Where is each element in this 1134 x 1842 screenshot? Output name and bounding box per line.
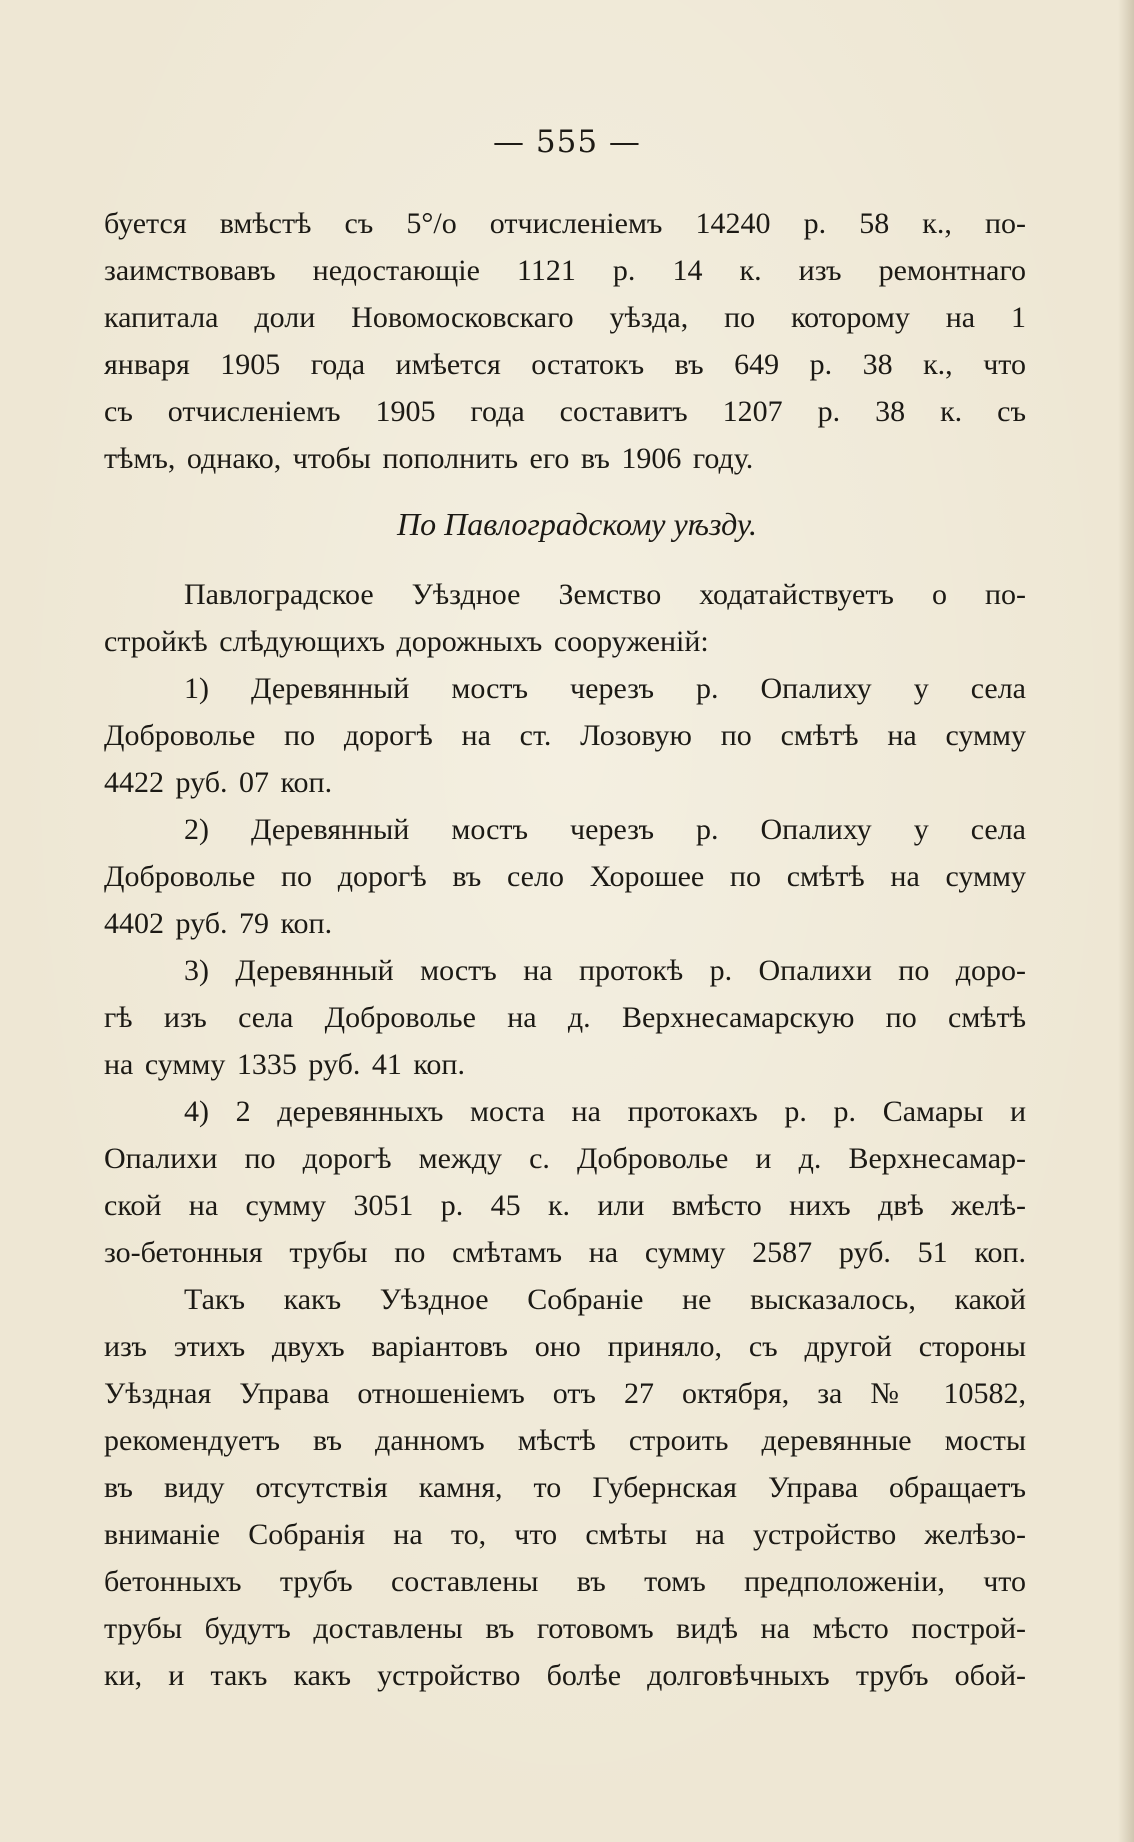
text-line: въ виду отсутствія камня, то Губернская Управа обращаетъ — [104, 1471, 1026, 1504]
text-line: буется вмѣстѣ съ 5°/о отчисленіемъ 14240 р. 58 к., по- — [104, 207, 1026, 240]
text-line: Доброволье по дорогѣ въ село Хорошее по смѣтѣ на сумму — [104, 860, 1026, 893]
text-line: 4402 руб. 79 коп. — [104, 907, 333, 940]
paragraph-start: Такъ какъ Уѣздное Собраніе не высказалось, какой — [184, 1283, 1026, 1316]
text-line: ской на сумму 3051 р. 45 к. или вмѣсто нихъ двѣ желѣ- — [104, 1189, 1026, 1222]
list-item-2: 2) Деревянный мостъ черезъ р. Опалиху у села — [184, 813, 1026, 846]
text-line: ки, и такъ какъ устройство болѣе долговѣчныхъ трубъ обой- — [104, 1659, 1026, 1692]
text-line: января 1905 года имѣется остатокъ въ 649 р. 38 к., что — [104, 348, 1026, 381]
list-item-1: 1) Деревянный мостъ черезъ р. Опалиху у села — [184, 672, 1026, 705]
text-line: бетонныхъ трубъ составлены въ томъ предположеніи, что — [104, 1565, 1026, 1598]
text-line: стройкѣ слѣдующихъ дорожныхъ сооруженій: — [104, 625, 709, 658]
text-line: трубы будутъ доставлены въ готовомъ видѣ на мѣсто построй- — [104, 1612, 1026, 1645]
paragraph-continuation — [104, 200, 1026, 482]
text-line: заимствовавъ недостающіе 1121 р. 14 к. изъ ремонтнаго — [104, 254, 1026, 287]
section-body — [104, 571, 1026, 1699]
text-line: съ отчисленіемъ 1905 года составитъ 1207 р. 38 к. съ — [104, 395, 1026, 428]
text-line: гѣ изъ села Доброволье на д. Верхнесамарскую по смѣтѣ — [104, 1001, 1026, 1034]
list-item-4: 4) 2 деревянныхъ моста на протокахъ р. р. Самары и — [184, 1095, 1026, 1128]
text-line: зо-бетонныя трубы по смѣтамъ на сумму 2587 руб. 51 коп. — [104, 1236, 1026, 1269]
page-number: — 555 — — [493, 124, 641, 160]
text-line: рекомендуетъ въ данномъ мѣстѣ строить деревянные мосты — [104, 1424, 1026, 1457]
text-line: Доброволье по дорогѣ на ст. Лозовую по смѣтѣ на сумму — [104, 719, 1026, 752]
list-item-3: 3) Деревянный мостъ на протокѣ р. Опалихи по доро- — [184, 954, 1026, 987]
text-line: Павлоградское Уѣздное Земство ходатайствуетъ о по- — [184, 578, 1026, 611]
text-line: Опалихи по дорогѣ между с. Доброволье и д. Верхнесамар- — [104, 1142, 1026, 1175]
text-line: Уѣздная Управа отношеніемъ отъ 27 октября, за № 10582, — [104, 1377, 1026, 1410]
text-line: капитала доли Новомосковскаго уѣзда, по которому на 1 — [104, 301, 1026, 334]
text-line: вниманіе Собранія на то, что смѣты на устройство желѣзо- — [104, 1518, 1026, 1551]
text-line: 4422 руб. 07 коп. — [104, 766, 333, 799]
section-heading: По Павлоградскому уѣзду. — [396, 506, 758, 542]
text-line: на сумму 1335 руб. 41 коп. — [104, 1048, 465, 1081]
text-line: тѣмъ, однако, чтобы пополнить его въ 1906 году. — [104, 442, 754, 475]
page-edge-shadow — [1118, 0, 1134, 1842]
text-line: изъ этихъ двухъ варіантовъ оно приняло, съ другой стороны — [104, 1330, 1026, 1363]
